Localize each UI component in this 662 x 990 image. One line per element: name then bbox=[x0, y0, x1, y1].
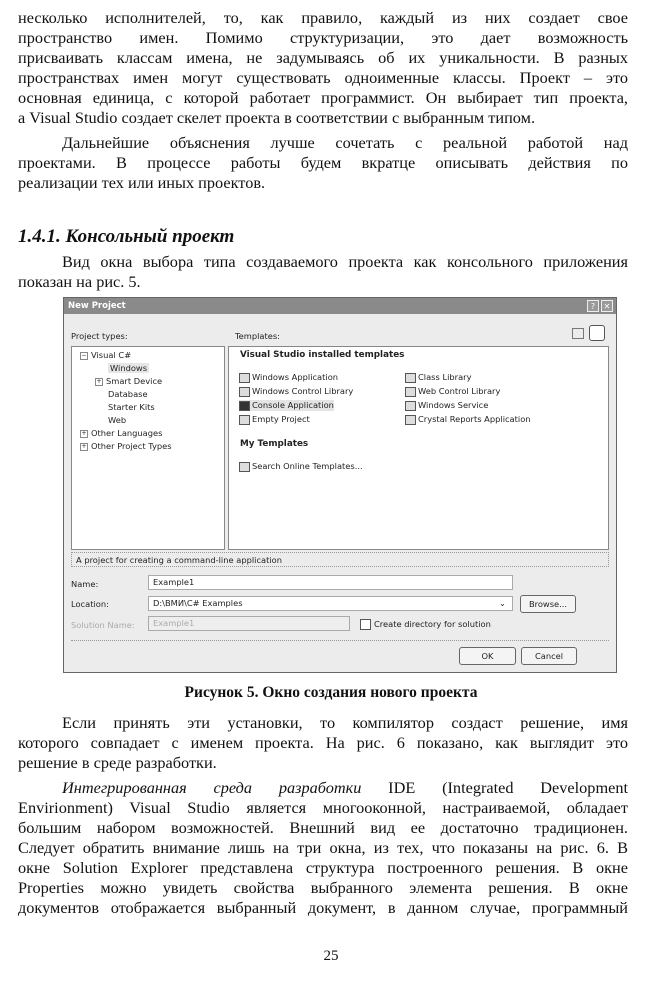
text-line: показан на рис. 5. bbox=[18, 272, 141, 291]
text-line: окне Solution Explorer представлена структура построенного решения. В окне bbox=[18, 858, 628, 877]
solution-name-input[interactable]: Example1 bbox=[148, 616, 350, 631]
name-input[interactable]: Example1 bbox=[148, 575, 513, 590]
project-types-label: Project types: bbox=[71, 331, 128, 341]
tree-item-visual-csharp[interactable]: − Visual C# bbox=[81, 350, 132, 360]
dialog-title: New Project bbox=[68, 301, 126, 311]
template-icon bbox=[405, 415, 416, 425]
template-icon bbox=[405, 401, 416, 411]
template-empty-project[interactable]: Empty Project bbox=[239, 414, 310, 425]
template-windows-control-library[interactable]: Windows Control Library bbox=[239, 386, 353, 397]
tree-item-other-project-types[interactable]: + Other Project Types bbox=[81, 441, 172, 451]
page-number: 25 bbox=[323, 948, 339, 964]
figure-caption: Рисунок 5. Окно создания нового проекта bbox=[184, 684, 478, 701]
console-icon bbox=[239, 401, 250, 411]
cancel-button[interactable]: Cancel bbox=[521, 647, 577, 665]
text-line: несколько исполнителей, то, как правило, каждый из них создает свое bbox=[18, 8, 628, 27]
close-button[interactable]: ✕ bbox=[601, 300, 613, 312]
text-line: Envirionment) Visual Studio является многооконной, настраиваемой, обладает bbox=[18, 798, 628, 817]
solution-name-label: Solution Name: bbox=[71, 620, 135, 630]
name-label: Name: bbox=[71, 579, 99, 589]
text-line: пространствах имен могут существовать одноименные классы. Проект – это bbox=[18, 68, 628, 87]
tree-item-other-languages[interactable]: + Other Languages bbox=[81, 428, 163, 438]
create-directory-checkbox[interactable]: Create directory for solution bbox=[360, 619, 491, 630]
text-line: Properties можно увидеть свойства выбранного элемента решения. В окне bbox=[18, 878, 628, 897]
dialog-title-bar bbox=[64, 298, 616, 314]
chevron-down-icon: ⌄ bbox=[499, 598, 506, 608]
tree-item-smart-device[interactable]: + Smart Device bbox=[96, 376, 163, 386]
my-templates-header: My Templates bbox=[240, 439, 309, 449]
text-line: Интегрированная среда разработки IDE (Integrated Development bbox=[62, 778, 628, 797]
text-line: пространство имен. Помимо структуризации, это дает возможность bbox=[18, 28, 628, 47]
tree-item-database[interactable]: Database bbox=[108, 389, 148, 399]
search-online-templates[interactable]: Search Online Templates... bbox=[239, 461, 363, 472]
tree-item-windows[interactable]: Windows bbox=[110, 363, 148, 373]
location-combobox[interactable]: D:\ВМИ\C# Examples ⌄ bbox=[148, 596, 513, 611]
project-types-tree[interactable] bbox=[71, 346, 225, 550]
template-windows-application[interactable]: Windows Application bbox=[239, 372, 338, 383]
text-line: основная единица, с которой работает программист. Он выбирает тип проекта, bbox=[18, 88, 628, 107]
text-line: Если принять эти установки, то компилятор создаст решение, имя bbox=[62, 713, 628, 732]
templates-label: Templates: bbox=[235, 331, 280, 341]
browse-button[interactable]: Browse... bbox=[520, 595, 576, 613]
template-console-application[interactable]: Console Application bbox=[239, 400, 334, 411]
separator bbox=[71, 640, 609, 641]
template-web-control-library[interactable]: Web Control Library bbox=[405, 386, 500, 397]
template-icon bbox=[405, 387, 416, 397]
tree-item-starter-kits[interactable]: Starter Kits bbox=[108, 402, 155, 412]
text-line: большим набором возможностей. Внешний вид ее достаточно традиционен. bbox=[18, 818, 628, 837]
help-button[interactable]: ? bbox=[587, 300, 599, 312]
text-line: Следует обратить внимание лишь на три окна, из тех, что показаны на рис. 6. В bbox=[18, 838, 628, 857]
new-project-dialog bbox=[63, 297, 617, 673]
template-description: A project for creating a command-line application bbox=[71, 552, 609, 567]
section-heading: 1.4.1. Консольный проект bbox=[18, 226, 235, 247]
template-windows-service[interactable]: Windows Service bbox=[405, 400, 488, 411]
template-icon bbox=[239, 415, 250, 425]
large-icons-view-button[interactable] bbox=[572, 328, 584, 339]
template-icon bbox=[239, 373, 250, 383]
text-line: реализации тех или иных проектов. bbox=[18, 173, 266, 192]
text-line: которого совпадает с именем проекта. На рис. 6 показано, как выглядит это bbox=[18, 733, 628, 752]
installed-templates-header: Visual Studio installed templates bbox=[240, 350, 405, 360]
ok-button[interactable]: OK bbox=[459, 647, 516, 665]
search-online-icon bbox=[239, 462, 250, 472]
template-crystal-reports[interactable]: Crystal Reports Application bbox=[405, 414, 531, 425]
template-class-library[interactable]: Class Library bbox=[405, 372, 471, 383]
text-line: документов отображается выбранный документ, в данном случае, программный bbox=[18, 898, 628, 917]
text-line: Вид окна выбора типа создаваемого проекта как консольного приложения bbox=[62, 252, 628, 271]
templates-list[interactable] bbox=[228, 346, 609, 550]
tree-item-web[interactable]: Web bbox=[108, 415, 127, 425]
small-icons-view-button[interactable] bbox=[589, 325, 605, 341]
text-line: а Visual Studio создает скелет проекта в соответствии с выбранным типом. bbox=[18, 108, 536, 127]
text-line: проектами. В процессе работы будем вкратце описывать действия по bbox=[18, 153, 628, 172]
text-line: присваивать классам имена, не задумываясь об их уникальности. В разных bbox=[18, 48, 628, 67]
text-line: решение в среде разработки. bbox=[18, 753, 217, 772]
location-label: Location: bbox=[71, 599, 109, 609]
text-line: Дальнейшие объяснения лучше сочетать с реальной работой над bbox=[62, 133, 628, 152]
template-icon bbox=[405, 373, 416, 383]
template-icon bbox=[239, 387, 250, 397]
